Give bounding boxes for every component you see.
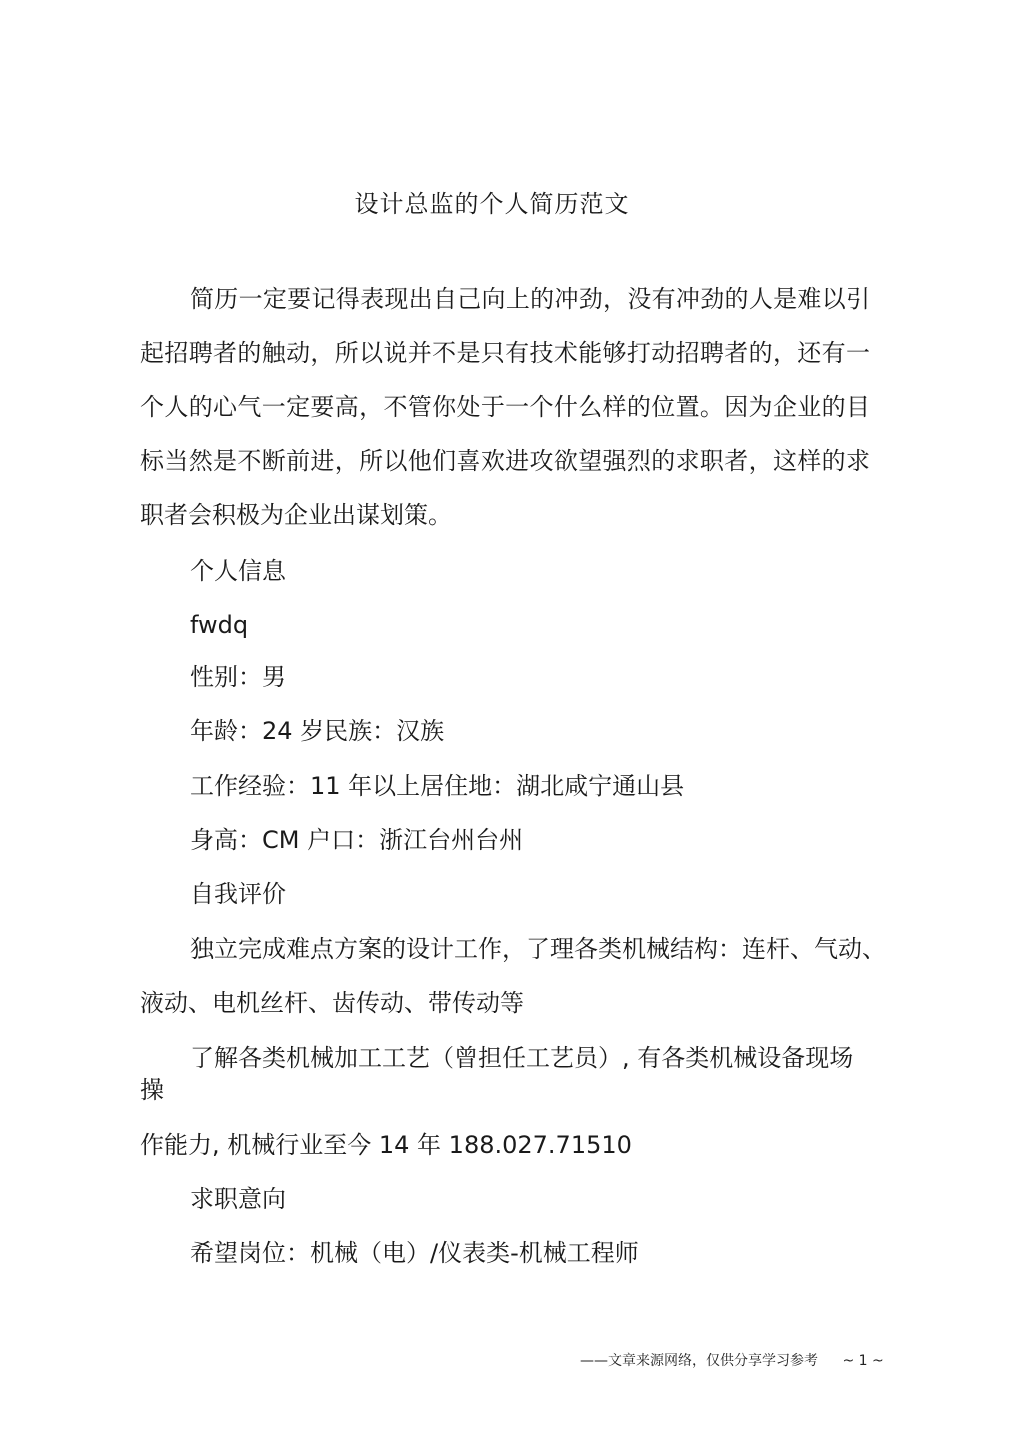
intro-paragraph: 简历一定要记得表现出自己向上的冲劲，没有冲劲的人是难以引起招聘者的触动，所以说并不是只有技术能够打动招聘者的，还有一个人的心气一定要高，不管你处于一个什么样的位置。因为企业的目标当然是不断前进，所以他们喜欢进攻欲望强烈的求职者，这样的求职者会积极为企业出谋划策。 bbox=[140, 285, 870, 529]
gender-line: 性别：男 bbox=[190, 663, 286, 691]
section-heading-job-intent: 求职意向 bbox=[190, 1185, 286, 1213]
self-evaluation-line-2: 液动、电机丝杆、齿传动、带传动等 bbox=[140, 989, 524, 1017]
resume-name: fwdq bbox=[190, 611, 249, 639]
document-title: 设计总监的个人简历范文 bbox=[354, 190, 630, 218]
section-heading-self-evaluation: 自我评价 bbox=[190, 880, 286, 908]
page-number: ~ 1 ~ bbox=[842, 1353, 884, 1369]
section-heading-personal-info: 个人信息 bbox=[190, 557, 286, 585]
self-evaluation-line-3-wrap: 操 bbox=[140, 1076, 164, 1104]
self-evaluation-line-1: 独立完成难点方案的设计工作，了理各类机械结构：连杆、气动、 bbox=[190, 935, 886, 963]
page-footer bbox=[580, 1350, 884, 1370]
desired-position-line: 希望岗位：机械（电）/仪表类-机械工程师 bbox=[190, 1239, 639, 1267]
experience-residence-line: 工作经验：11 年以上居住地：湖北咸宁通山县 bbox=[190, 772, 685, 800]
self-evaluation-line-4: 作能力, 机械行业至今 14 年 188.027.71510 bbox=[140, 1131, 632, 1159]
height-hukou-line: 身高：CM 户口：浙江台州台州 bbox=[190, 826, 524, 854]
footer-source-note: ——文章来源网络，仅供分享学习参考 bbox=[580, 1353, 818, 1369]
age-ethnicity-line: 年龄：24 岁民族：汉族 bbox=[190, 717, 445, 745]
self-evaluation-line-3: 了解各类机械加工工艺（曾担任工艺员）, 有各类机械设备现场 bbox=[190, 1044, 854, 1072]
